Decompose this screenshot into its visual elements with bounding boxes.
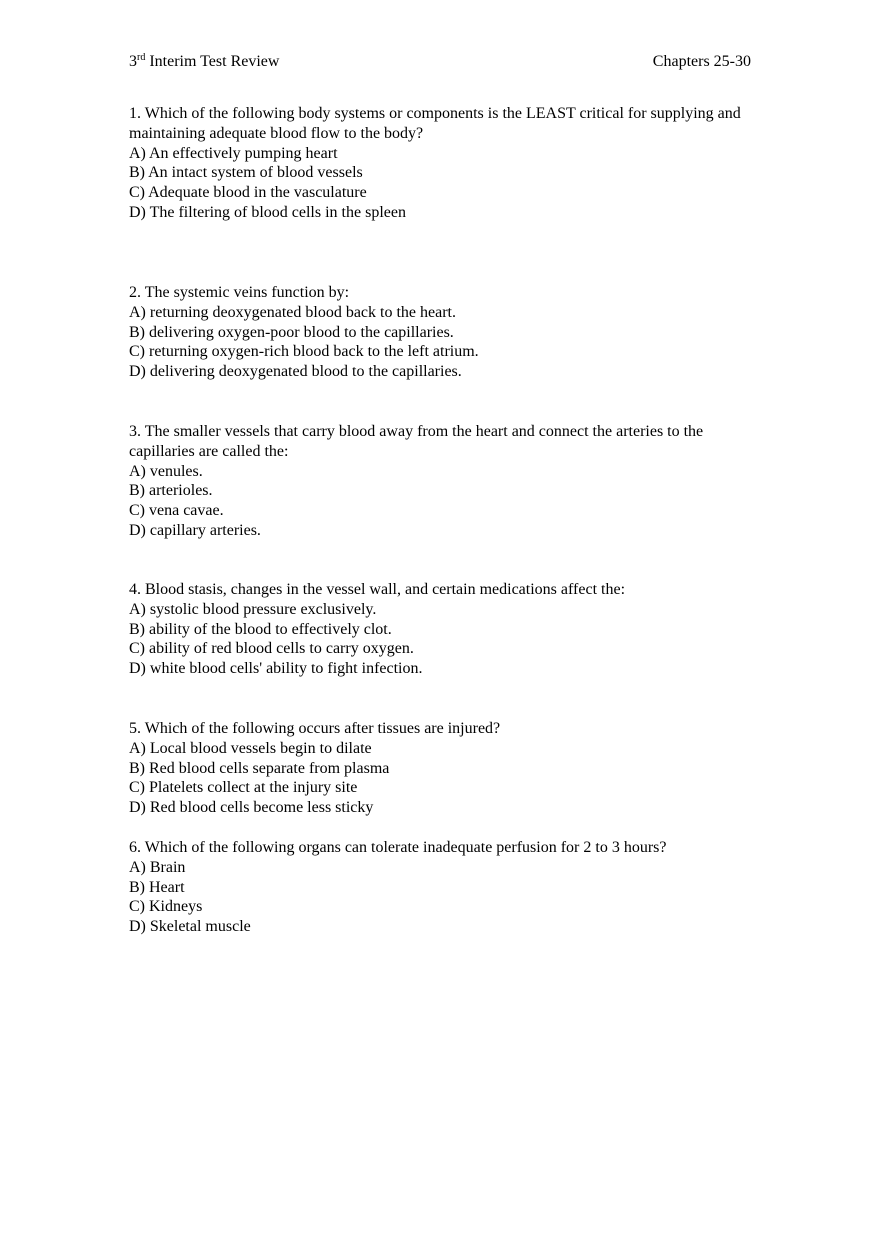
answer-option-a: A) returning deoxygenated blood back to the heart. <box>129 303 456 321</box>
chapters-label: Chapters 25-30 <box>652 53 751 70</box>
answer-option-b: B) Heart <box>129 878 185 896</box>
answer-option-b: B) delivering oxygen-poor blood to the capillaries. <box>129 323 454 341</box>
title-prefix: 3 <box>129 53 137 70</box>
answer-option-a: A) An effectively pumping heart <box>129 144 338 162</box>
answer-option-c: C) Kidneys <box>129 898 203 916</box>
answer-option-c: C) vena cavae. <box>129 502 224 520</box>
answer-option-b: B) ability of the blood to effectively clot. <box>129 620 392 638</box>
answer-option-b: B) Red blood cells separate from plasma <box>129 759 390 777</box>
question-5 <box>129 719 749 818</box>
answer-option-d: D) white blood cells' ability to fight infection. <box>129 660 423 678</box>
answer-option-b: B) arterioles. <box>129 482 213 500</box>
question-3 <box>129 422 749 541</box>
answer-option-a: A) systolic blood pressure exclusively. <box>129 600 377 618</box>
document-title <box>129 52 279 72</box>
question-text: 1. Which of the following body systems or components is the LEAST critical for supplying and maintaining adequate blood flow to the body? <box>129 105 741 142</box>
question-2 <box>129 283 749 382</box>
answer-option-d: D) capillary arteries. <box>129 521 261 539</box>
answer-option-d: D) Skeletal muscle <box>129 918 251 936</box>
question-text: 2. The systemic veins function by: <box>129 284 350 301</box>
question-text: 6. Which of the following organs can tolerate inadequate perfusion for 2 to 3 hours? <box>129 839 667 856</box>
answer-option-d: D) The filtering of blood cells in the spleen <box>129 203 406 221</box>
question-6 <box>129 838 749 937</box>
question-1 <box>129 104 749 223</box>
answer-option-c: C) returning oxygen-rich blood back to the left atrium. <box>129 343 479 361</box>
answer-option-a: A) Brain <box>129 858 186 876</box>
question-4 <box>129 580 749 679</box>
question-text: 4. Blood stasis, changes in the vessel wall, and certain medications affect the: <box>129 581 626 598</box>
answer-option-b: B) An intact system of blood vessels <box>129 164 363 182</box>
title-superscript: rd <box>137 52 146 63</box>
answer-option-c: C) Adequate blood in the vasculature <box>129 184 367 202</box>
answer-option-d: D) delivering deoxygenated blood to the capillaries. <box>129 363 462 381</box>
question-text: 3. The smaller vessels that carry blood away from the heart and connect the arteries to the capillaries are called the: <box>129 423 704 460</box>
title-suffix: Interim Test Review <box>145 53 280 70</box>
answer-option-c: C) Platelets collect at the injury site <box>129 779 358 797</box>
answer-option-a: A) Local blood vessels begin to dilate <box>129 739 372 757</box>
question-text: 5. Which of the following occurs after tissues are injured? <box>129 720 501 737</box>
answer-option-a: A) venules. <box>129 462 203 480</box>
answer-option-c: C) ability of red blood cells to carry oxygen. <box>129 640 414 658</box>
answer-option-d: D) Red blood cells become less sticky <box>129 799 374 817</box>
page-header <box>129 52 751 74</box>
